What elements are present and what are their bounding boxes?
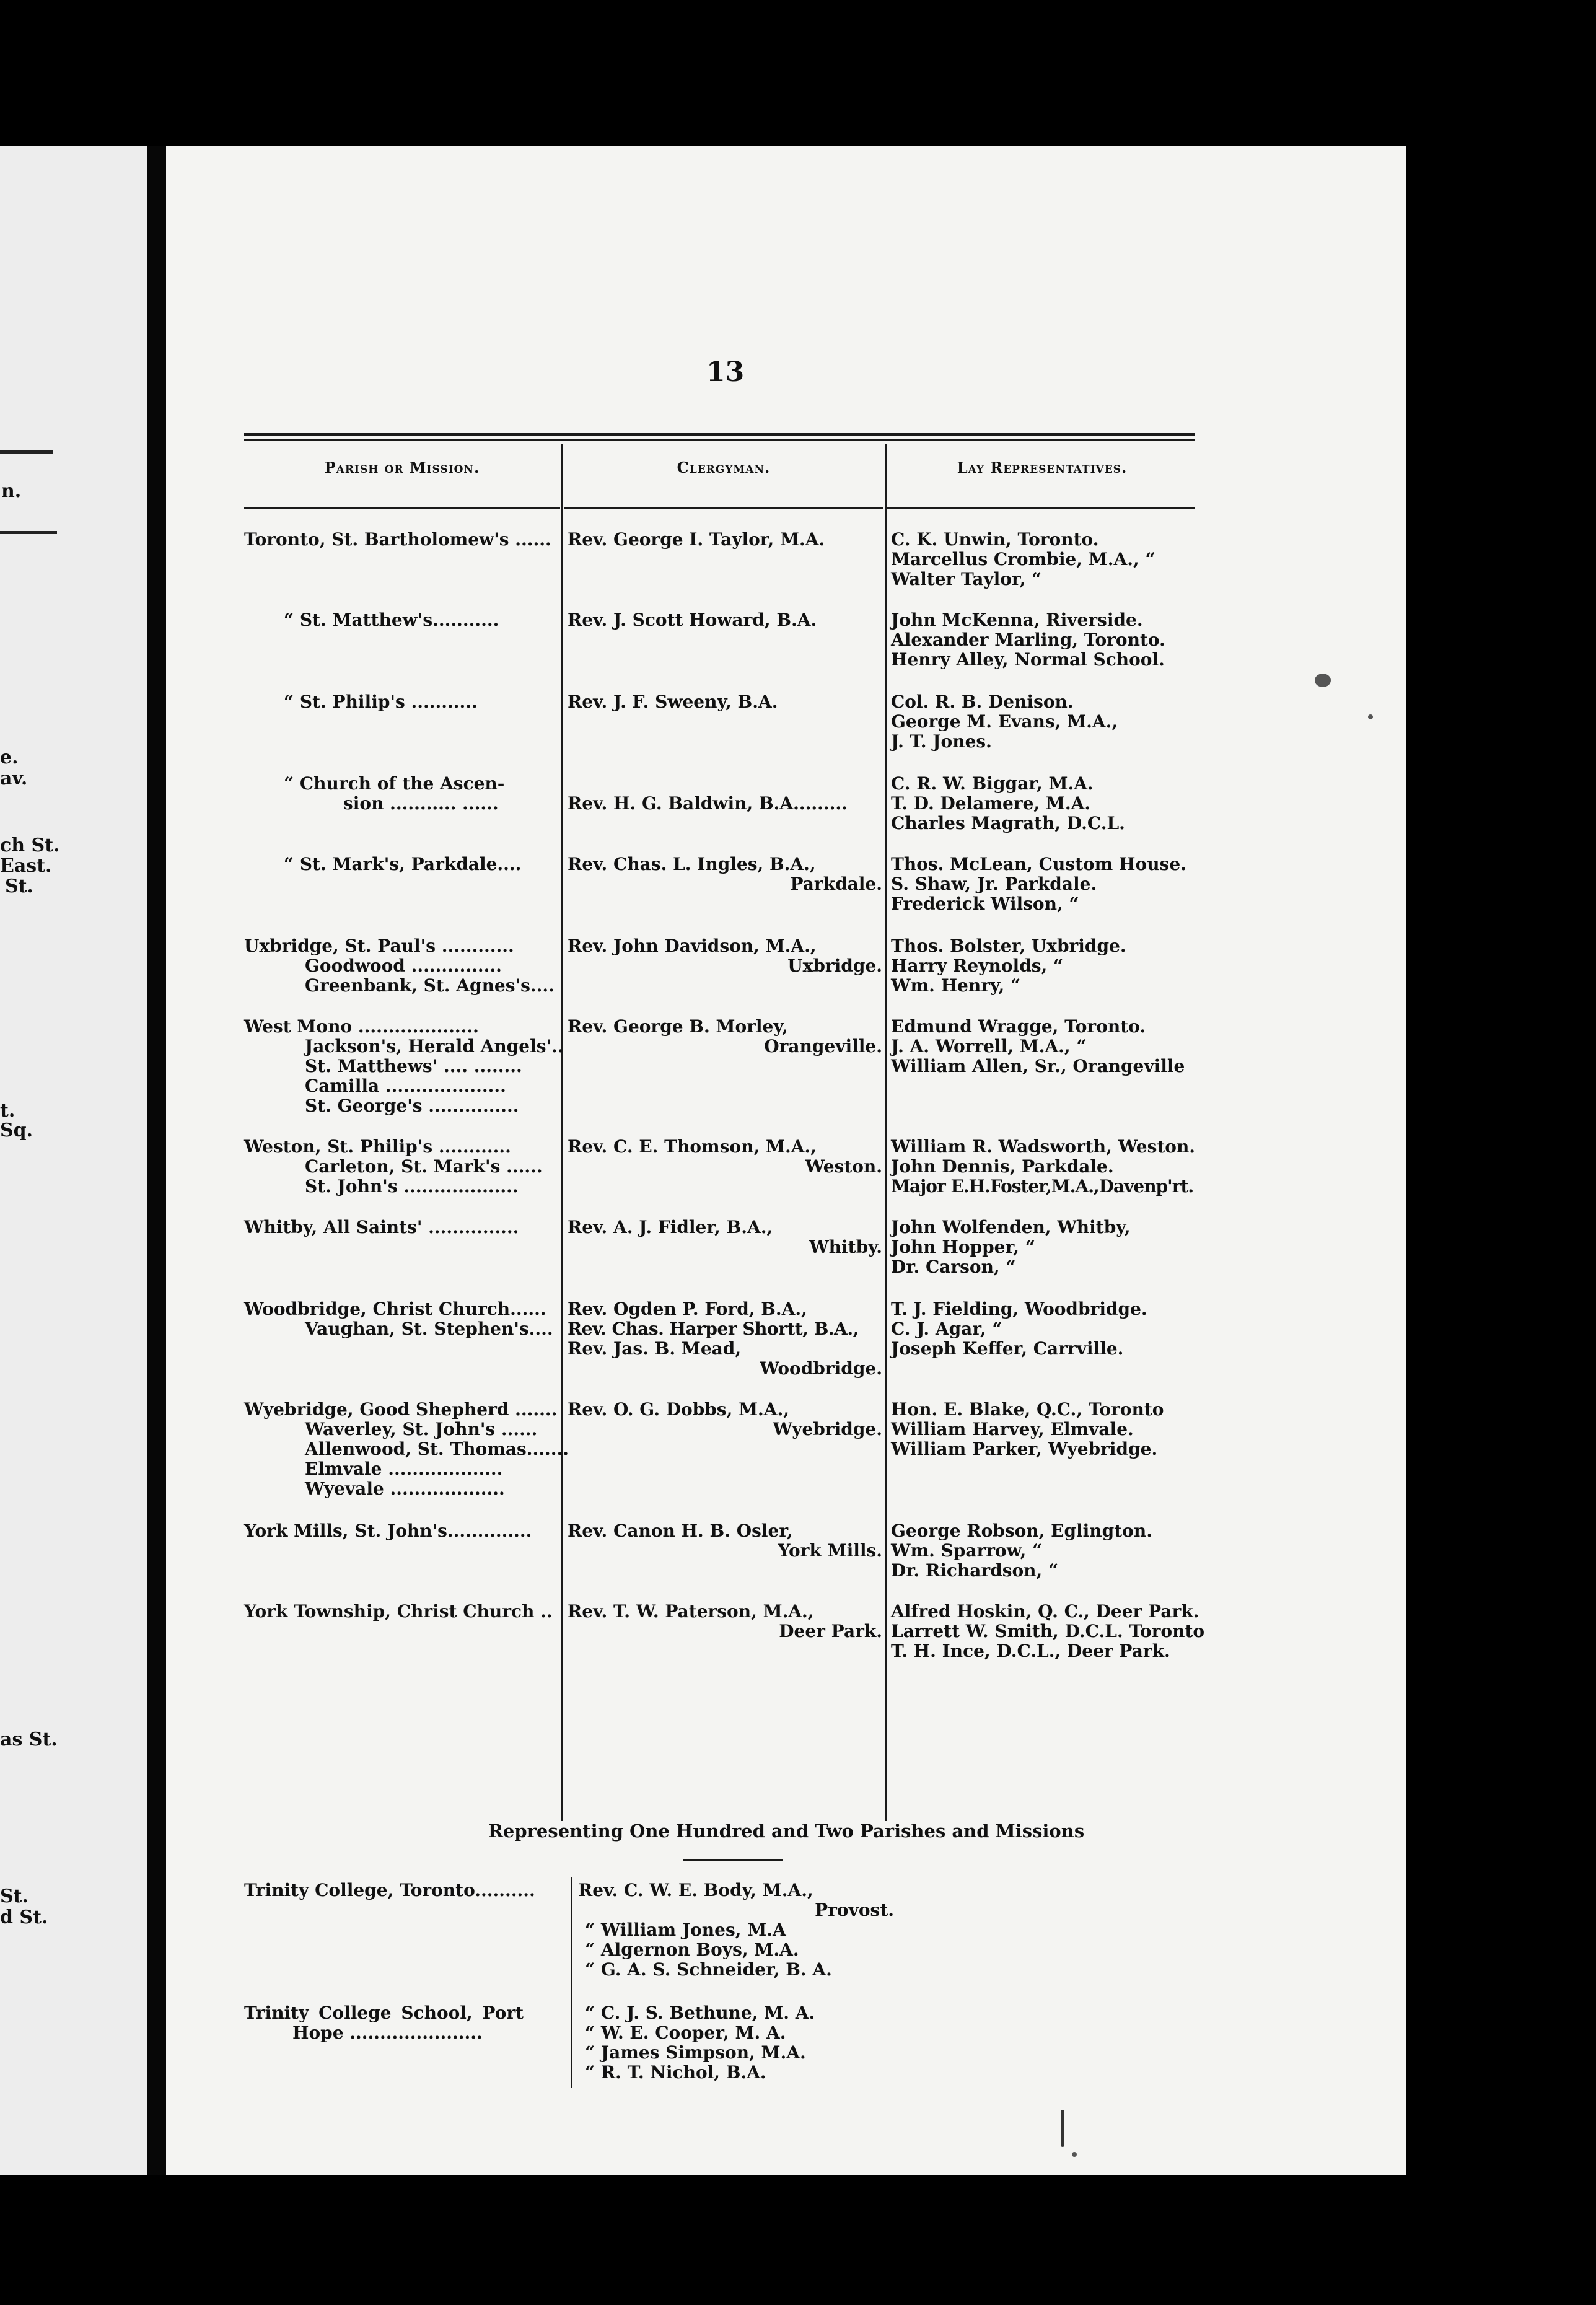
parish-line: Camilla .................... xyxy=(305,1076,506,1096)
lay-line: Frederick Wilson, “ xyxy=(891,893,1079,914)
header-double-rule xyxy=(244,439,1195,441)
parish-line: Toronto, St. Bartholomew's ...... xyxy=(244,529,551,550)
column-divider xyxy=(561,444,563,1821)
parish-line: Wyebridge, Good Shepherd ....... xyxy=(244,1399,558,1420)
clergy-line: Rev. C. W. E. Body, M.A., xyxy=(578,1880,813,1900)
lay-line: T. J. Fielding, Woodbridge. xyxy=(891,1299,1147,1319)
lay-line: C. R. W. Biggar, M.A. xyxy=(891,773,1094,794)
lay-line: Joseph Keffer, Carrville. xyxy=(891,1338,1124,1359)
lay-line: T. H. Ince, D.C.L., Deer Park. xyxy=(891,1641,1170,1661)
clergy-line: “ R. T. Nichol, B.A. xyxy=(585,2062,766,2083)
parish-line: York Mills, St. John's.............. xyxy=(244,1521,532,1541)
lay-column-header: Lay Representatives. xyxy=(957,459,1128,476)
clergy-line: Rev. T. W. Paterson, M.A., xyxy=(568,1601,814,1622)
left-fragment: av. xyxy=(0,768,28,789)
clergy-line: Rev. Jas. B. Mead, xyxy=(568,1338,742,1359)
document-page xyxy=(166,146,1406,2175)
parish-line: Vaughan, St. Stephen's.... xyxy=(305,1319,553,1339)
column-divider xyxy=(885,444,887,1821)
clergy-line: Rev. J. Scott Howard, B.A. xyxy=(568,610,817,630)
parish-line: St. George's ............... xyxy=(305,1095,519,1116)
clergy-line: Rev. J. F. Sweeny, B.A. xyxy=(568,692,778,712)
parish-line: York Township, Christ Church .. xyxy=(244,1601,553,1622)
lay-line: William Allen, Sr., Orangeville xyxy=(891,1056,1185,1076)
left-fragment: ch St. xyxy=(0,835,60,856)
lay-line: J. T. Jones. xyxy=(891,731,992,752)
lay-line: George Robson, Eglington. xyxy=(891,1521,1152,1541)
left-fragment: d St. xyxy=(0,1907,48,1928)
header-double-rule xyxy=(244,433,1195,436)
lay-line: Alexander Marling, Toronto. xyxy=(891,630,1165,650)
left-fragment: East. xyxy=(0,855,52,877)
clergy-line: Parkdale. xyxy=(790,874,882,894)
parish-line: Wyevale ................... xyxy=(305,1478,505,1499)
clergy-line: “ Algernon Boys, M.A. xyxy=(585,1939,799,1960)
lay-line: J. A. Worrell, M.A., “ xyxy=(891,1036,1087,1056)
lay-line: Major E.H.Foster,M.A.,Davenp'rt. xyxy=(891,1176,1194,1196)
lay-line: John Wolfenden, Whitby, xyxy=(891,1217,1131,1237)
parish-line: West Mono .................... xyxy=(244,1016,479,1037)
clergy-line: Woodbridge. xyxy=(760,1358,882,1379)
lay-line: C. K. Unwin, Toronto. xyxy=(891,529,1099,550)
clergy-line: Provost. xyxy=(815,1900,894,1920)
column-divider xyxy=(571,1877,572,2088)
lay-line: William R. Wadsworth, Weston. xyxy=(891,1136,1196,1157)
lay-line: Harry Reynolds, “ xyxy=(891,955,1064,976)
summary-rule xyxy=(683,1859,783,1861)
parish-line: “ St. Philip's ........... xyxy=(284,692,478,712)
clergy-line: Rev. George I. Taylor, M.A. xyxy=(568,529,825,550)
lay-line: Larrett W. Smith, D.C.L. Toronto xyxy=(891,1621,1205,1641)
clergyman-column-header: Clergyman. xyxy=(677,459,771,476)
clergy-line: Deer Park. xyxy=(779,1621,882,1641)
lay-line: William Harvey, Elmvale. xyxy=(891,1419,1134,1439)
lay-line: Wm. Henry, “ xyxy=(891,975,1021,996)
left-fragment: as St. xyxy=(0,1729,58,1750)
parish-line: St. Matthews' .... ........ xyxy=(305,1056,522,1076)
lay-line: John Hopper, “ xyxy=(891,1237,1035,1257)
book-gutter xyxy=(147,146,166,2175)
summary-line: Representing One Hundred and Two Parishes and Missions xyxy=(488,1820,1085,1842)
college-line: Trinity College School, Port xyxy=(244,2003,524,2023)
lay-line: Dr. Richardson, “ xyxy=(891,1560,1059,1581)
clergy-line: Wyebridge. xyxy=(773,1419,882,1439)
parish-column-header: Parish or Mission. xyxy=(324,459,480,476)
lay-line: William Parker, Wyebridge. xyxy=(891,1439,1158,1459)
parish-line: Weston, St. Philip's ............ xyxy=(244,1136,511,1157)
lay-line: Hon. E. Blake, Q.C., Toronto xyxy=(891,1399,1164,1420)
parish-line: “ St. Mark's, Parkdale.... xyxy=(284,854,522,874)
parish-line: Allenwood, St. Thomas....... xyxy=(305,1439,569,1459)
lay-line: T. D. Delamere, M.A. xyxy=(891,793,1091,814)
lay-line: Wm. Sparrow, “ xyxy=(891,1540,1043,1561)
clergy-line: Rev. O. G. Dobbs, M.A., xyxy=(568,1399,790,1420)
clergy-line: York Mills. xyxy=(778,1540,882,1561)
clergy-line: Rev. H. G. Baldwin, B.A......... xyxy=(568,793,848,814)
left-rule xyxy=(0,531,57,534)
clergy-line: Uxbridge. xyxy=(787,955,882,976)
lay-line: Marcellus Crombie, M.A., “ xyxy=(891,549,1155,569)
lay-line: John Dennis, Parkdale. xyxy=(891,1156,1114,1177)
lay-line: Walter Taylor, “ xyxy=(891,569,1042,589)
clergy-line: Rev. Chas. Harper Shortt, B.A., xyxy=(568,1319,859,1339)
ink-speck xyxy=(1072,2152,1077,2157)
left-fragment: e. xyxy=(0,747,19,768)
college-line: Trinity College, Toronto.......... xyxy=(244,1880,535,1900)
lay-line: Alfred Hoskin, Q. C., Deer Park. xyxy=(891,1601,1199,1622)
parish-line: sion ........... ...... xyxy=(343,793,499,814)
lay-line: Henry Alley, Normal School. xyxy=(891,649,1165,670)
clergy-line: Rev. Chas. L. Ingles, B.A., xyxy=(568,854,816,874)
header-underline xyxy=(564,507,884,509)
clergy-line: Weston. xyxy=(805,1156,882,1177)
clergy-line: “ C. J. S. Bethune, M. A. xyxy=(585,2003,815,2023)
parish-line: Woodbridge, Christ Church...... xyxy=(244,1299,546,1319)
left-rule xyxy=(0,450,53,454)
left-page-edge xyxy=(0,146,147,2175)
parish-line: Uxbridge, St. Paul's ............ xyxy=(244,936,514,956)
lay-line: S. Shaw, Jr. Parkdale. xyxy=(891,874,1097,894)
lay-line: Thos. McLean, Custom House. xyxy=(891,854,1186,874)
lay-line: Dr. Carson, “ xyxy=(891,1257,1016,1277)
clergy-line: Rev. John Davidson, M.A., xyxy=(568,936,817,956)
clergy-line: Orangeville. xyxy=(764,1036,882,1056)
lay-line: Edmund Wragge, Toronto. xyxy=(891,1016,1146,1037)
clergy-line: “ G. A. S. Schneider, B. A. xyxy=(585,1959,832,1980)
left-fragment: Sq. xyxy=(0,1120,33,1141)
parish-line: St. John's ................... xyxy=(305,1176,519,1196)
parish-line: Jackson's, Herald Angels'.. xyxy=(305,1036,564,1056)
clergy-line: Rev. George B. Morley, xyxy=(568,1016,788,1037)
header-underline xyxy=(244,507,560,509)
parish-line: Waverley, St. John's ...... xyxy=(305,1419,538,1439)
clergy-line: “ W. E. Cooper, M. A. xyxy=(585,2022,786,2043)
parish-line: Goodwood ............... xyxy=(305,955,502,976)
clergy-line: “ James Simpson, M.A. xyxy=(585,2042,806,2063)
college-line: Hope ...................... xyxy=(292,2022,483,2043)
ink-speck xyxy=(1368,714,1373,719)
clergy-line: Rev. A. J. Fidler, B.A., xyxy=(568,1217,773,1237)
parish-line: Carleton, St. Mark's ...... xyxy=(305,1156,543,1177)
clergy-line: “ William Jones, M.A xyxy=(585,1920,786,1940)
left-fragment: t. xyxy=(0,1100,15,1122)
left-fragment: St. xyxy=(0,1886,28,1907)
lay-line: Col. R. B. Denison. xyxy=(891,692,1074,712)
clergy-line: Rev. C. E. Thomson, M.A., xyxy=(568,1136,817,1157)
lay-line: John McKenna, Riverside. xyxy=(891,610,1143,630)
parish-line: “ St. Matthew's........... xyxy=(284,610,499,630)
clergy-line: Rev. Ogden P. Ford, B.A., xyxy=(568,1299,807,1319)
lay-line: C. J. Agar, “ xyxy=(891,1319,1002,1339)
parish-line: Elmvale ................... xyxy=(305,1459,503,1479)
lay-line: Thos. Bolster, Uxbridge. xyxy=(891,936,1126,956)
ink-speck xyxy=(1061,2110,1064,2147)
page-number: 13 xyxy=(706,356,745,388)
lay-line: George M. Evans, M.A., xyxy=(891,711,1118,732)
clergy-line: Whitby. xyxy=(809,1237,882,1257)
left-fragment: n. xyxy=(1,480,22,502)
ink-speck xyxy=(1315,674,1331,687)
header-underline xyxy=(887,507,1195,509)
left-fragment: St. xyxy=(5,876,33,897)
clergy-line: Rev. Canon H. B. Osler, xyxy=(568,1521,793,1541)
parish-line: Greenbank, St. Agnes's.... xyxy=(305,975,555,996)
parish-line: Whitby, All Saints' ............... xyxy=(244,1217,519,1237)
lay-line: Charles Magrath, D.C.L. xyxy=(891,813,1125,833)
parish-line: “ Church of the Ascen- xyxy=(284,773,505,794)
